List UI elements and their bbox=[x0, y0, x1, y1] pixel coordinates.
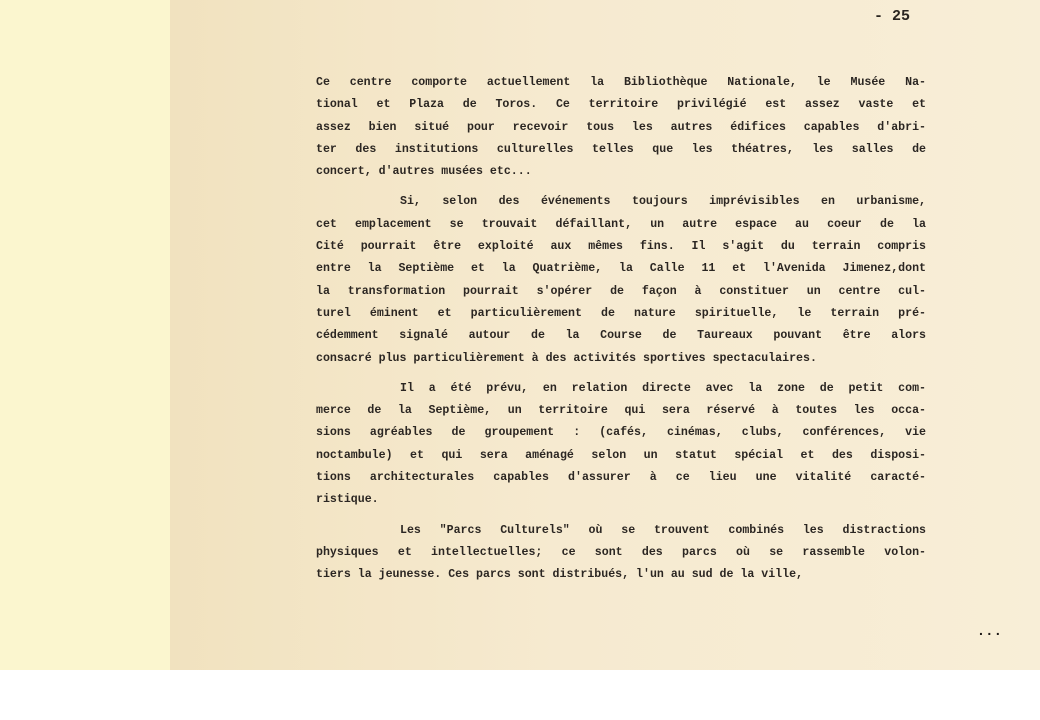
text-line: tions architecturales capables d'assurer à ce lieu une vitalité caracté- bbox=[316, 471, 926, 485]
paragraph bbox=[316, 520, 926, 587]
text-line: ristique. bbox=[316, 493, 379, 507]
text-line: sions agréables de groupement : (cafés, cinémas, clubs, conférences, vie bbox=[316, 426, 926, 440]
paragraph bbox=[316, 191, 926, 369]
paragraph bbox=[316, 378, 926, 512]
text-line: Les "Parcs Culturels" où se trouvent combinés les distractions bbox=[400, 523, 926, 537]
text-line: entre la Septième et la Quatrième, la Calle 11 et l'Avenida Jimenez,dont bbox=[316, 262, 926, 276]
text-line: cédemment signalé autour de la Course de Taureaux pouvant être alors bbox=[316, 329, 926, 343]
text-line: Ce centre comporte actuellement la Bibliothèque Nationale, le Musée Na- bbox=[316, 76, 926, 89]
body-text bbox=[316, 72, 926, 587]
page-number: - 25 bbox=[873, 8, 910, 25]
paragraph bbox=[316, 72, 926, 183]
text-line: la transformation pourrait s'opérer de façon à constituer un centre cul- bbox=[316, 284, 926, 298]
typewritten-page bbox=[170, 0, 1040, 670]
text-line: Si, selon des événements toujours imprévisibles en urbanisme, bbox=[400, 195, 926, 209]
text-line: tional et Plaza de Toros. Ce territoire privilégié est assez vaste et bbox=[316, 98, 926, 112]
left-margin-strip bbox=[0, 0, 170, 670]
text-line: Il a été prévu, en relation directe avec la zone de petit com- bbox=[400, 381, 926, 395]
text-line: cet emplacement se trouvait défaillant, un autre espace au coeur de la bbox=[316, 217, 926, 231]
continuation-mark: ... bbox=[976, 624, 1002, 640]
text-line: concert, d'autres musées etc... bbox=[316, 165, 532, 179]
text-line: physiques et intellectuelles; ce sont des parcs où se rassemble volon- bbox=[316, 545, 926, 559]
text-line: tiers la jeunesse. Ces parcs sont distribués, l'un au sud de la ville, bbox=[316, 568, 804, 582]
text-line: noctambule) et qui sera aménagé selon un statut spécial et des disposi- bbox=[316, 448, 926, 462]
text-line: merce de la Septième, un territoire qui sera réservé à toutes les occa- bbox=[316, 404, 926, 418]
text-line: turel éminent et particulièrement de nature spirituelle, le terrain pré- bbox=[316, 306, 926, 320]
text-line: consacré plus particulièrement à des activités sportives spectaculaires. bbox=[316, 351, 817, 365]
text-line: assez bien situé pour recevoir tous les autres édifices capables d'abri- bbox=[316, 120, 926, 134]
text-line: ter des institutions culturelles telles que les théatres, les salles de bbox=[316, 142, 926, 156]
text-line: Cité pourrait être exploité aux mêmes fins. Il s'agit du terrain compris bbox=[316, 240, 926, 254]
